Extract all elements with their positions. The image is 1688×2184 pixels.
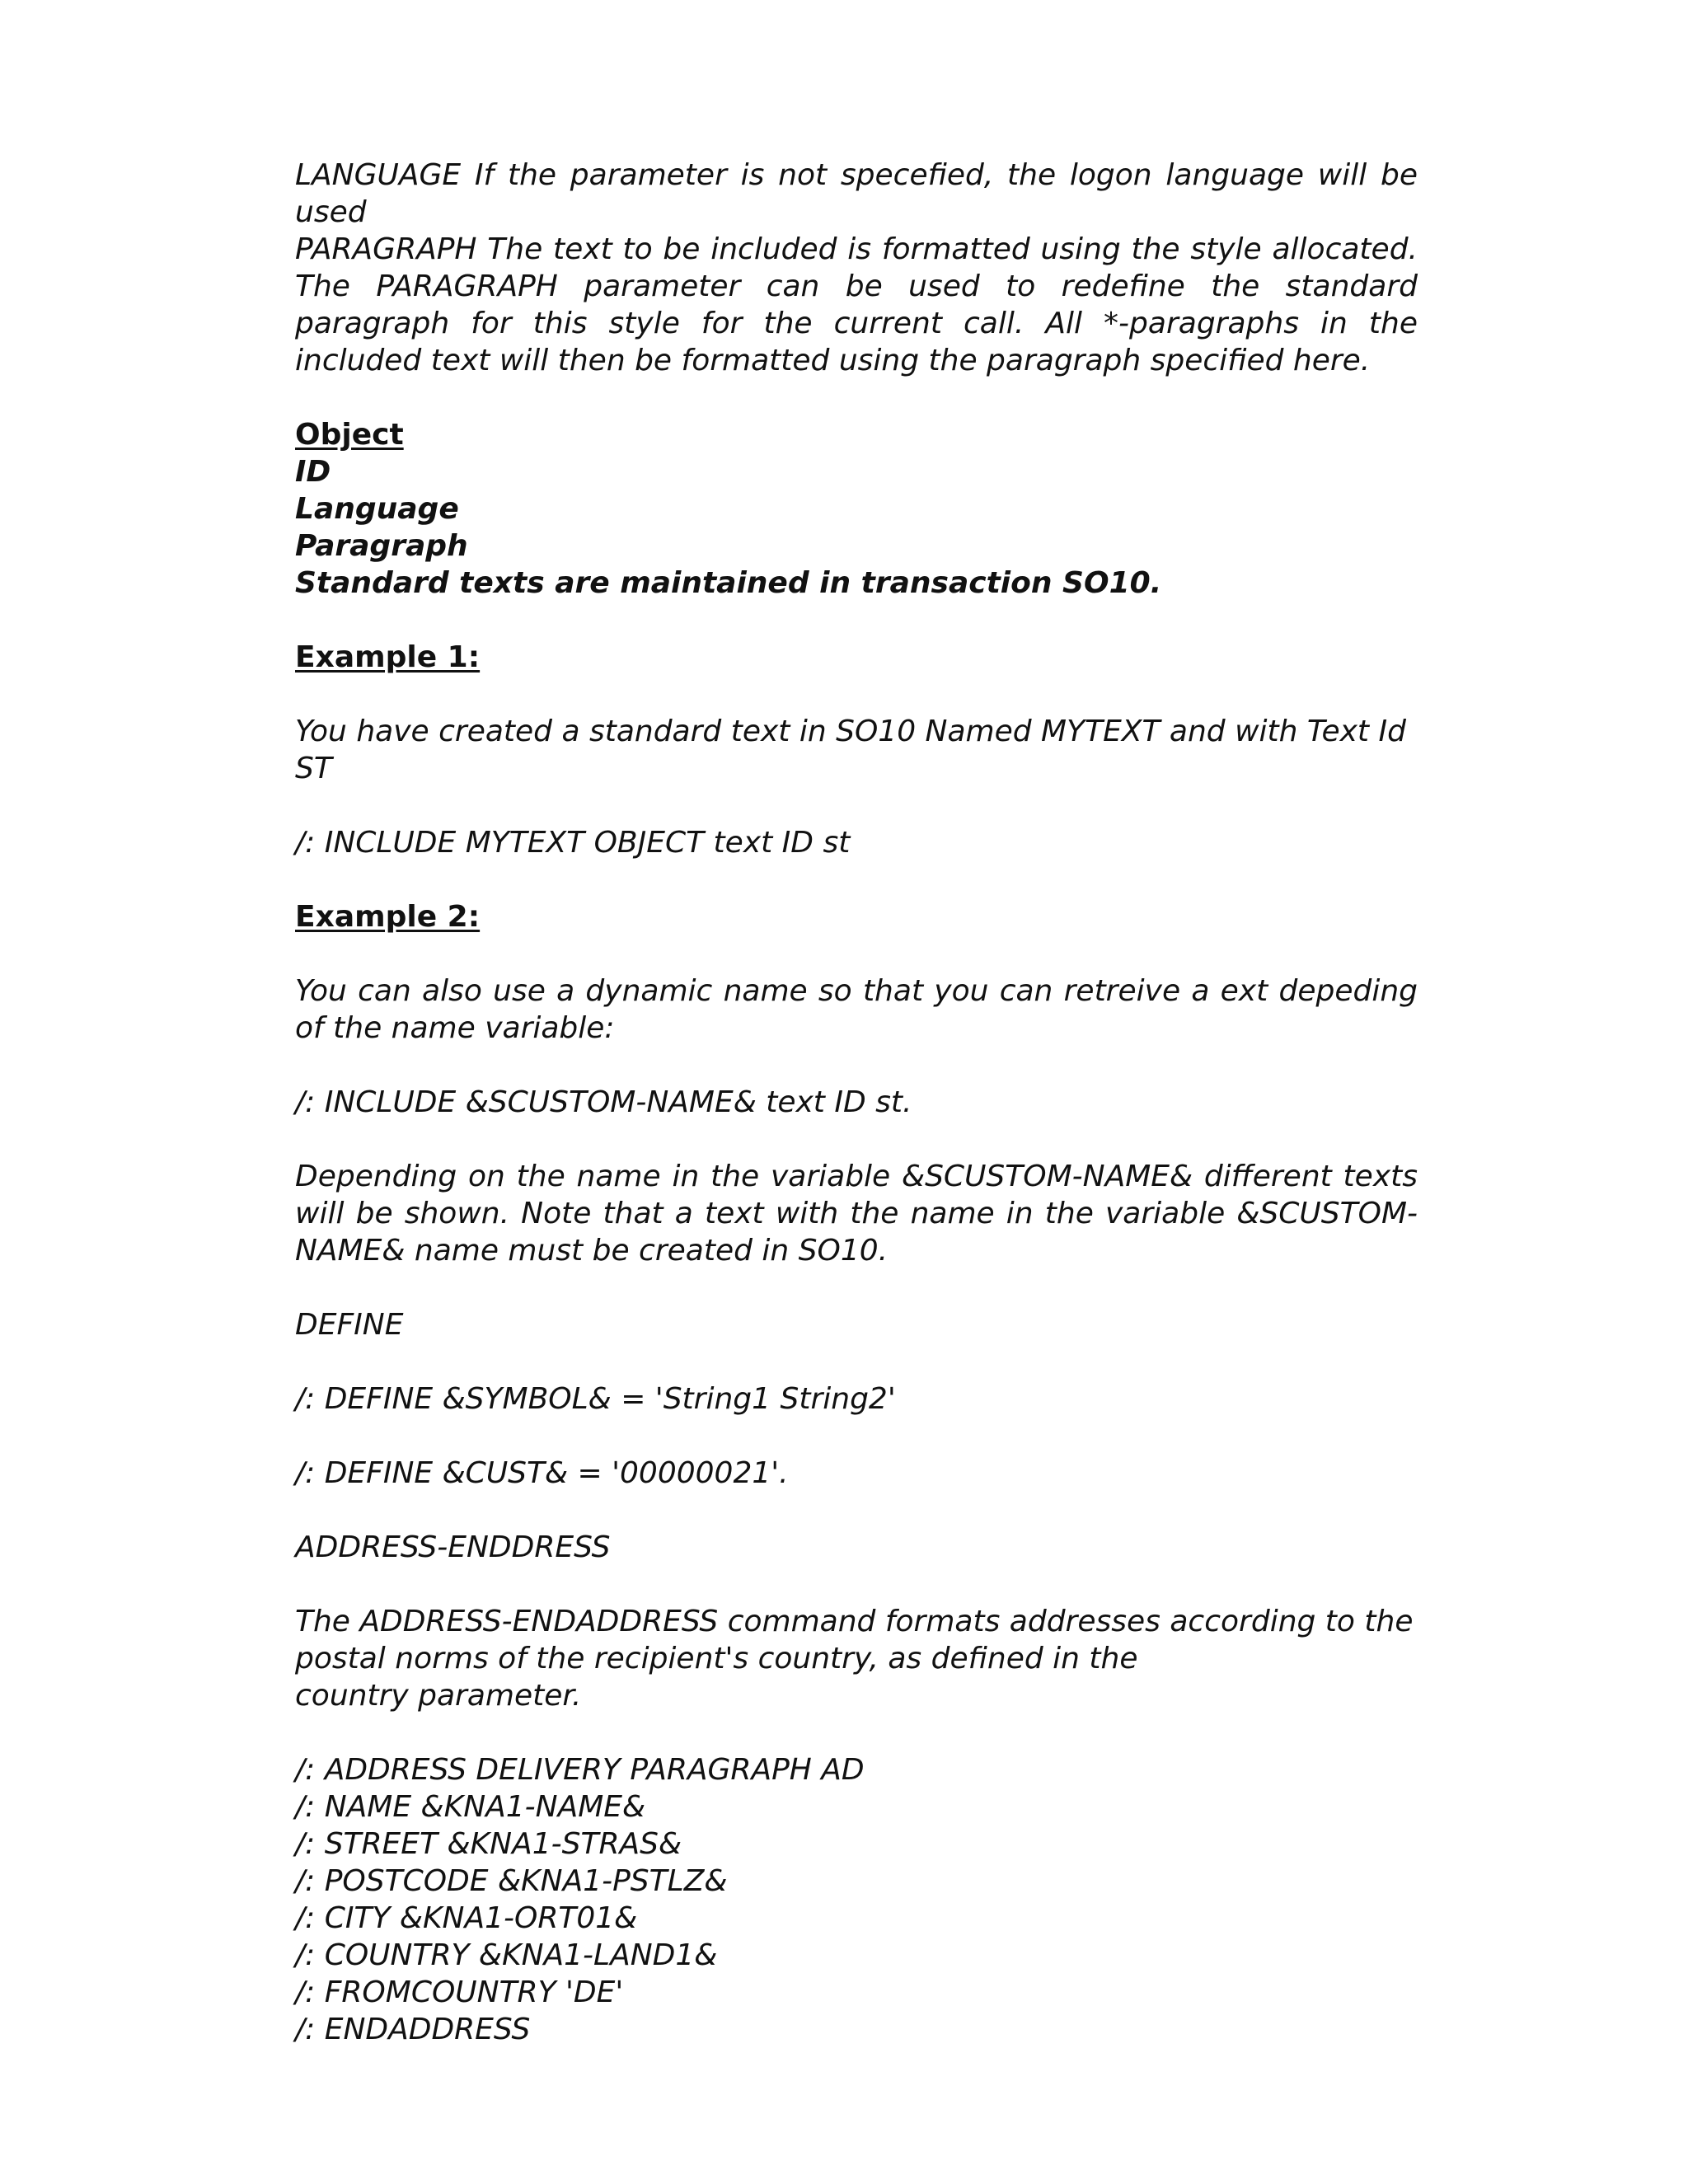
spacer bbox=[295, 1121, 1418, 1158]
spacer bbox=[295, 1343, 1418, 1380]
address-description-line-3: country parameter. bbox=[295, 1679, 582, 1713]
spacer bbox=[295, 1047, 1418, 1084]
define-code-1: /: DEFINE &SYMBOL& = 'String1 String2' bbox=[295, 1382, 896, 1416]
spacer bbox=[295, 1492, 1418, 1529]
example2-heading: Example 2: bbox=[295, 900, 481, 934]
spacer bbox=[295, 379, 1418, 416]
address-description-line-1: The ADDRESS-ENDADDRESS command formats addresses according to the bbox=[295, 1605, 1414, 1638]
example1-code: /: INCLUDE MYTEXT OBJECT text ID st bbox=[295, 826, 851, 860]
spacer bbox=[295, 1418, 1418, 1455]
example2-text: You can also use a dynamic name so that you can retreive a ext depeding of the name variable: bbox=[295, 974, 1418, 1045]
address-heading: ADDRESS-ENDDRESS bbox=[295, 1530, 611, 1564]
spacer bbox=[295, 602, 1418, 639]
language-param-description: LANGUAGE If the parameter is not specefied, the logon language will be used bbox=[295, 158, 1418, 229]
spacer bbox=[295, 676, 1418, 713]
example1-text: You have created a standard text in SO10 Named MYTEXT and with Text Id ST bbox=[295, 715, 1406, 785]
spacer bbox=[295, 787, 1418, 824]
define-code-2: /: DEFINE &CUST& = '00000021'. bbox=[295, 1456, 789, 1490]
address-code-line: /: FROMCOUNTRY 'DE' bbox=[295, 1975, 624, 2009]
address-code-line: /: COUNTRY &KNA1-LAND1& bbox=[295, 1938, 718, 1972]
spacer bbox=[295, 1566, 1418, 1603]
address-description-line-2: postal norms of the recipient's country, as defined in the bbox=[295, 1642, 1138, 1675]
address-code-line: /: POSTCODE &KNA1-PSTLZ& bbox=[295, 1864, 728, 1898]
address-code-line: /: STREET &KNA1-STRAS& bbox=[295, 1827, 682, 1861]
address-code-line: /: CITY &KNA1-ORT01& bbox=[295, 1901, 638, 1935]
object-heading: Object bbox=[295, 418, 404, 452]
example2-code: /: INCLUDE &SCUSTOM-NAME& text ID st. bbox=[295, 1085, 912, 1119]
address-code-line: /: ENDADDRESS bbox=[295, 2013, 531, 2046]
spacer bbox=[295, 1269, 1418, 1306]
example1-heading: Example 1: bbox=[295, 640, 481, 674]
address-code-line: /: NAME &KNA1-NAME& bbox=[295, 1790, 646, 1824]
address-code-line: /: ADDRESS DELIVERY PARAGRAPH AD bbox=[295, 1753, 865, 1787]
spacer bbox=[295, 1714, 1418, 1751]
define-heading: DEFINE bbox=[295, 1308, 404, 1342]
paragraph-param-description: PARAGRAPH The text to be included is formatted using the style allocated. The PARAGRAPH parameter can be used to redefine the standard paragraph for this style for the current call. All *-paragraphs in the included text will then be formatted using the paragraph specified here. bbox=[295, 232, 1418, 377]
example2-note: Depending on the name in the variable &SCUSTOM-NAME& different texts will be shown. Note that a text with the name in the variable &SCUSTOM-NAME& name must be created in SO10. bbox=[295, 1160, 1418, 1268]
param-language: Language bbox=[295, 492, 459, 526]
spacer bbox=[295, 935, 1418, 972]
param-note: Standard texts are maintained in transaction SO10. bbox=[295, 566, 1162, 600]
param-id: ID bbox=[295, 455, 331, 489]
spacer bbox=[295, 861, 1418, 898]
document-page bbox=[295, 157, 1418, 2048]
param-paragraph: Paragraph bbox=[295, 529, 468, 563]
